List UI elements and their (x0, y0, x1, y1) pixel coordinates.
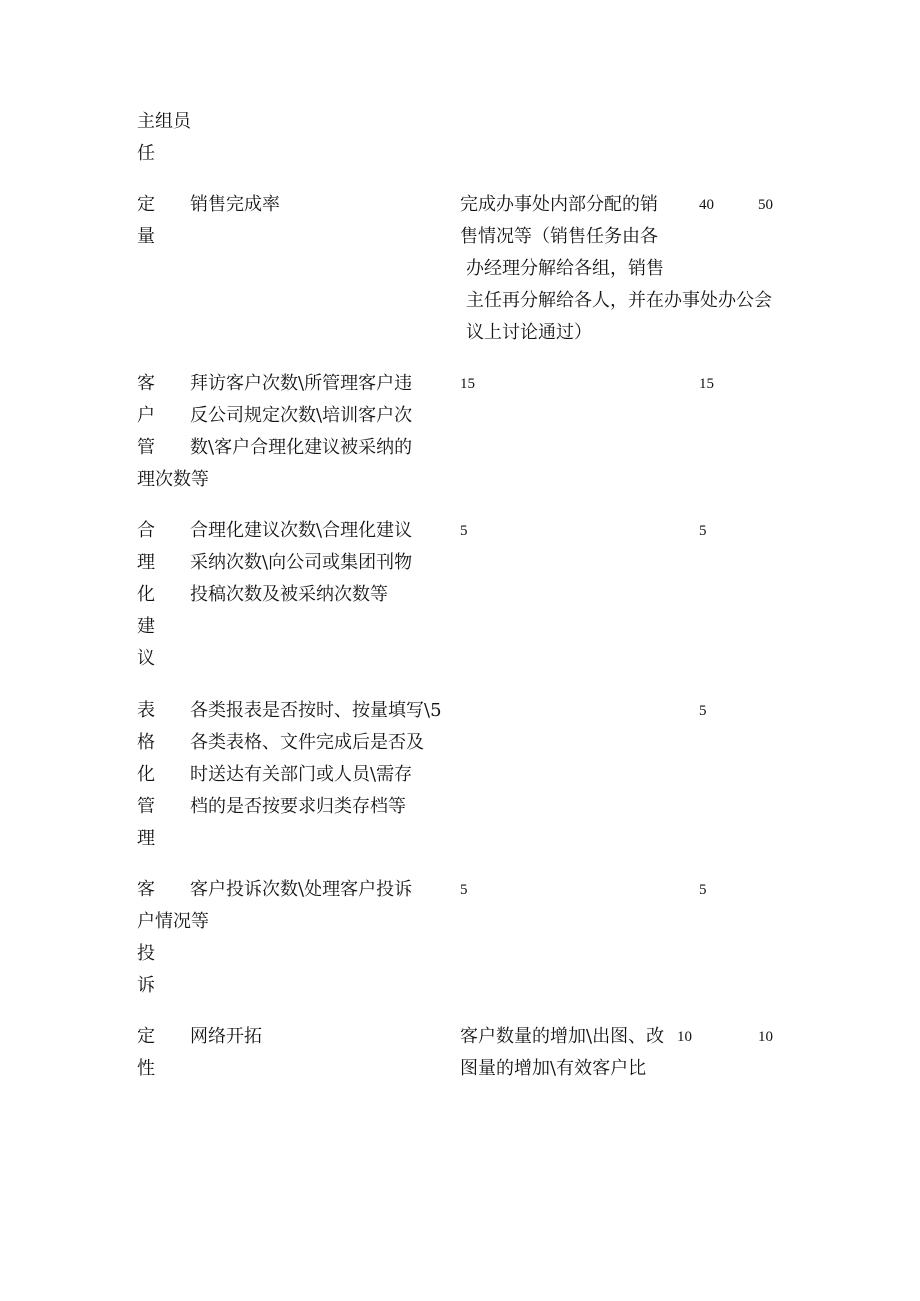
row5-score-b: 10 (758, 1029, 773, 1045)
row5-standard-line2: 图量的增加\有效客户比 (460, 1058, 647, 1079)
row2-score-a: 5 (460, 523, 468, 539)
row5-item: 网络开拓 (190, 1026, 262, 1047)
row3-item-line1: 各类报表是否按时、按量填写\5 (190, 700, 442, 721)
row5-category-line1: 定 (137, 1026, 155, 1047)
row0-score-a: 40 (699, 197, 714, 213)
row3-category-line4: 管 (137, 796, 155, 817)
row5-standard-line1: 客户数量的增加\出图、改 (460, 1026, 665, 1047)
row2-item-line1: 合理化建议次数\合理化建议 (190, 520, 413, 541)
row2-item-line2: 采纳次数\向公司或集团刊物 (190, 552, 413, 573)
row3-category-line2: 格 (137, 732, 155, 753)
row4-category-line2: 户情况等 (137, 911, 209, 932)
row0-category-line1: 定 (137, 194, 155, 215)
row1-score-b: 15 (699, 376, 714, 392)
row0-standard-line5: 议上讨论通过） (466, 322, 592, 343)
row3-category-line3: 化 (137, 764, 155, 785)
row1-item-line2: 反公司规定次数\培训客户次 (190, 405, 413, 426)
row0-item: 销售完成率 (190, 194, 280, 215)
row0-standard-line4: 主任再分解给各人，并在办事处办公会 (466, 290, 772, 311)
header-col1-line1: 主组员 (137, 111, 191, 132)
row2-score-b: 5 (699, 523, 707, 539)
row1-item-line3: 数\客户合理化建议被采纳的 (190, 437, 413, 458)
row0-standard-line1: 完成办事处内部分配的销 (460, 194, 658, 215)
row5-category-line2: 性 (137, 1058, 155, 1079)
row1-category-line3: 管 (137, 437, 155, 458)
row0-category-line2: 量 (137, 226, 155, 247)
row0-score-b: 50 (758, 197, 773, 213)
row2-category-line2: 理 (137, 552, 155, 573)
row4-score-a: 5 (460, 882, 468, 898)
row2-category-line4: 建 (137, 616, 155, 637)
row1-trailing-line: 理次数等 (137, 469, 209, 490)
row2-category-line3: 化 (137, 584, 155, 605)
row0-standard-line2: 售情况等（销售任务由各 (460, 226, 658, 247)
row1-score-a: 15 (460, 376, 475, 392)
row3-category-line5: 理 (137, 828, 155, 849)
row2-category-line5: 议 (137, 648, 155, 669)
row3-item-line2: 各类表格、文件完成后是否及 (190, 732, 424, 753)
row3-item-line4: 档的是否按要求归类存档等 (190, 796, 406, 817)
row0-standard-line3: 办经理分解给各组，销售 (466, 258, 664, 279)
row1-item-line1: 拜访客户次数\所管理客户违 (190, 373, 413, 394)
row1-category-line2: 户 (137, 405, 155, 426)
row3-score-b: 5 (699, 703, 707, 719)
row2-item-line3: 投稿次数及被采纳次数等 (190, 584, 388, 605)
row1-category-line1: 客 (137, 373, 155, 394)
row4-item-line1: 客户投诉次数\处理客户投诉 (190, 879, 413, 900)
row4-score-b: 5 (699, 882, 707, 898)
row4-category-line3: 投 (137, 943, 155, 964)
header-col1-line2: 任 (137, 143, 155, 164)
row3-category-line1: 表 (137, 700, 155, 721)
row5-score-a: 10 (677, 1029, 692, 1045)
row3-item-line3: 时送达有关部门或人员\需存 (190, 764, 413, 785)
row4-category-line1: 客 (137, 879, 155, 900)
row4-category-line4: 诉 (137, 975, 155, 996)
row2-category-line1: 合 (137, 520, 155, 541)
